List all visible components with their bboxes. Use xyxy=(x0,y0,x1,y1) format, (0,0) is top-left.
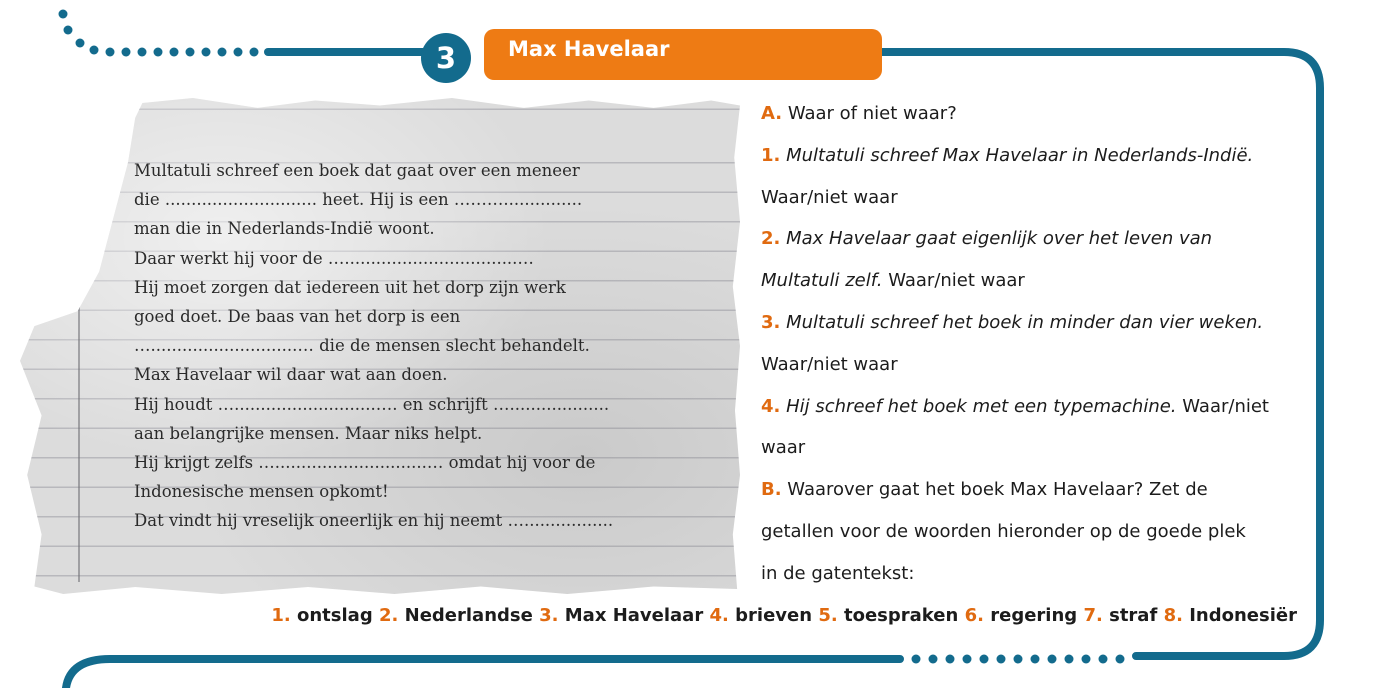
word-number: 7. xyxy=(1083,605,1103,626)
section-b-text: Waarover gaat het boek Max Havelaar? Zet de xyxy=(787,479,1208,501)
word-number: 3. xyxy=(539,605,559,626)
story-line: die ............................. heet. Hij is een ………............... xyxy=(134,190,583,210)
word-label: Max Havelaar xyxy=(564,605,704,626)
section-a-text: Waar of niet waar? xyxy=(787,103,957,124)
word-number: 5. xyxy=(818,605,838,626)
word-number: 1. xyxy=(271,605,291,626)
exercise-title: Max Havelaar xyxy=(508,37,670,61)
section-a-heading xyxy=(761,93,1321,135)
word-number: 8. xyxy=(1163,605,1183,626)
question-text: Multatuli schreef het boek in minder dan vier weken. xyxy=(786,311,1264,333)
question-text: Multatuli zelf. xyxy=(761,270,883,292)
word-bank-item xyxy=(1164,605,1297,626)
word-number: 4. xyxy=(709,605,729,626)
word-bank xyxy=(0,605,1297,626)
exercise-number-badge xyxy=(421,33,471,83)
section-b-text: getallen voor de woorden hieronder op de goede plek xyxy=(761,520,1246,542)
question-number: 3. xyxy=(761,311,781,333)
story-line: aan belangrijke mensen. Maar niks helpt. xyxy=(134,423,483,443)
story-line: Indonesische mensen opkomt! xyxy=(134,482,389,502)
question-3-answer: Waar/niet waar xyxy=(761,353,898,375)
word-label: Nederlandse xyxy=(404,605,533,626)
story-line: Max Havelaar wil daar wat aan doen. xyxy=(134,365,448,385)
section-b-label: B. xyxy=(761,479,782,501)
question-number: 2. xyxy=(761,228,781,250)
question-text: Max Havelaar gaat eigenlijk over het leven van xyxy=(786,228,1213,250)
question-2 xyxy=(761,218,1321,260)
question-1-answer: Waar/niet waar xyxy=(761,186,898,208)
word-label: regering xyxy=(990,605,1078,626)
word-bank-item xyxy=(965,605,1078,626)
question-number: 1. xyxy=(761,144,781,166)
word-bank-item xyxy=(709,605,812,626)
questions-column xyxy=(761,93,1321,595)
gap-text-story xyxy=(134,156,714,536)
word-bank-item xyxy=(1083,605,1157,626)
question-4-answer-continued: waar xyxy=(761,437,806,459)
word-number: 2. xyxy=(378,605,399,626)
word-number: 6. xyxy=(964,605,984,626)
question-text: Multatuli schreef Max Havelaar in Nederlands-Indië. xyxy=(786,144,1254,166)
story-line: Daar werkt hij voor de ….................................… xyxy=(134,248,534,268)
word-label: brieven xyxy=(735,605,813,626)
section-a-label: A. xyxy=(761,103,783,124)
question-number: 4. xyxy=(761,395,781,417)
question-4 xyxy=(761,386,1321,428)
question-2-answer: Waar/niet waar xyxy=(888,270,1025,292)
title-bar xyxy=(484,29,882,80)
section-b-heading xyxy=(761,469,1321,511)
story-line: man die in Nederlands-Indië woont. xyxy=(134,219,435,239)
exercise-number: 3 xyxy=(435,41,457,75)
word-bank-item xyxy=(539,605,703,626)
question-3 xyxy=(761,302,1321,344)
word-bank-item xyxy=(271,605,372,626)
word-label: ontslag xyxy=(297,605,373,626)
word-bank-item xyxy=(818,605,958,626)
story-line: Dat vindt hij vreselijk oneerlijk en hij neemt …................. xyxy=(134,511,614,531)
story-line: Hij houdt …...........................…. en schrijft …................... xyxy=(134,394,610,414)
question-4-answer: Waar/niet xyxy=(1182,395,1269,417)
word-bank-item xyxy=(379,605,533,626)
story-line: Multatuli schreef een boek dat gaat over een meneer xyxy=(134,161,580,180)
story-line: …............................… die de mensen slecht behandelt. xyxy=(134,336,590,356)
word-label: toespraken xyxy=(843,605,959,626)
story-line: Hij moet zorgen dat iedereen uit het dorp zijn werk xyxy=(134,277,566,297)
question-text: Hij schreef het boek met een typemachine. xyxy=(786,395,1177,417)
story-line: Hij krijgt zelfs ….............................… omdat hij voor de xyxy=(134,453,596,473)
section-b-text: in de gatentekst: xyxy=(761,562,915,584)
story-line: goed doet. De baas van het dorp is een xyxy=(134,307,461,327)
question-2-continued xyxy=(761,260,1321,302)
word-label: straf xyxy=(1109,605,1158,626)
word-label: Indonesiër xyxy=(1189,605,1297,626)
question-1 xyxy=(761,135,1321,177)
